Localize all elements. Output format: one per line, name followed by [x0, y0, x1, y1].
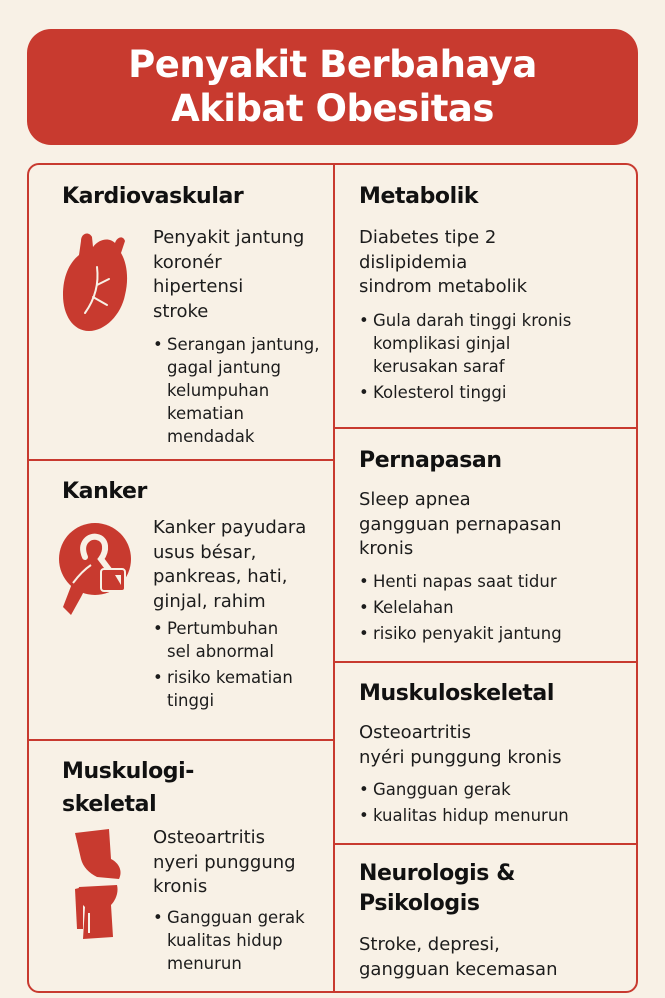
- disease-grid: [27, 163, 638, 993]
- cell-heading: Neurologis & Psikologis: [359, 861, 516, 916]
- cell-bullets: [359, 778, 569, 830]
- bullet-item: • Serangan jantung, gagal jantung kelumpuhan kematian mendadak: [153, 333, 320, 448]
- bullet-item: • Pertumbuhan sel abnormal: [153, 617, 293, 663]
- heart-icon: [59, 227, 129, 339]
- bullet-item: • Henti napas saat tidur: [359, 570, 562, 593]
- cell-conditions: Osteoartritis nyeri punggung kronis: [153, 827, 296, 897]
- cancer-ribbon-icon: [59, 523, 131, 623]
- cell-muskulogi-skeletal: [29, 741, 333, 993]
- cell-bullets: [153, 617, 293, 715]
- cell-conditions: Sleep apnea gangguan pernapasan kronis: [359, 489, 562, 559]
- cell-kardiovaskular: [29, 165, 333, 459]
- bullet-item: • Kelelahan: [359, 596, 562, 619]
- bullet-item: • risiko kematian tinggi: [153, 666, 293, 712]
- cell-conditions: Osteoartritis nyéri punggung kronis: [359, 722, 562, 768]
- cell-bullets: [359, 309, 571, 407]
- cell-heading: Kardiovaskular: [62, 184, 244, 209]
- cell-conditions: Penyakit jantung koronér hipertensi stroke: [153, 227, 305, 322]
- cell-conditions: Diabetes tipe 2 dislipidemia sindrom metabolik: [359, 227, 528, 297]
- cell-heading: Metabolik: [359, 184, 479, 209]
- title-line-1: Penyakit Berbahaya: [128, 43, 537, 86]
- cell-pernapasan: [335, 429, 638, 661]
- bullet-item: • risiko penyakit jantung: [359, 622, 562, 645]
- knee-joint-icon: [69, 829, 125, 939]
- cell-conditions: Kanker payudara usus bésar, pankreas, hati, ginjal, rahim: [153, 517, 307, 612]
- cell-kanker: [29, 461, 333, 739]
- cell-bullets: [153, 906, 305, 978]
- cell-conditions: Stroke, depresi, gangguan kecemasan: [359, 934, 558, 980]
- cell-heading: Muskulogi- skeletal: [62, 759, 195, 817]
- cell-heading: Pernapasan: [359, 448, 502, 473]
- cell-bullets: [359, 570, 562, 648]
- cell-neurologis-psikologis: [335, 845, 638, 993]
- cell-heading: Muskuloskeletal: [359, 681, 555, 706]
- bullet-item: • Gangguan gerak: [359, 778, 569, 801]
- cell-muskuloskeletal: [335, 663, 638, 843]
- title-banner: [27, 29, 638, 145]
- cell-bullets: [153, 333, 320, 451]
- title-line-2: Akibat Obesitas: [171, 87, 494, 130]
- bullet-item: • Gula darah tinggi kronis komplikasi ginjal kerusakan saraf: [359, 309, 571, 378]
- cell-metabolik: [335, 165, 638, 427]
- cell-heading: Kanker: [62, 479, 147, 504]
- bullet-item: • Gangguan gerak kualitas hidup menurun: [153, 906, 305, 975]
- bullet-item: • Kolesterol tinggi: [359, 381, 571, 404]
- bullet-item: • kualitas hidup menurun: [359, 804, 569, 827]
